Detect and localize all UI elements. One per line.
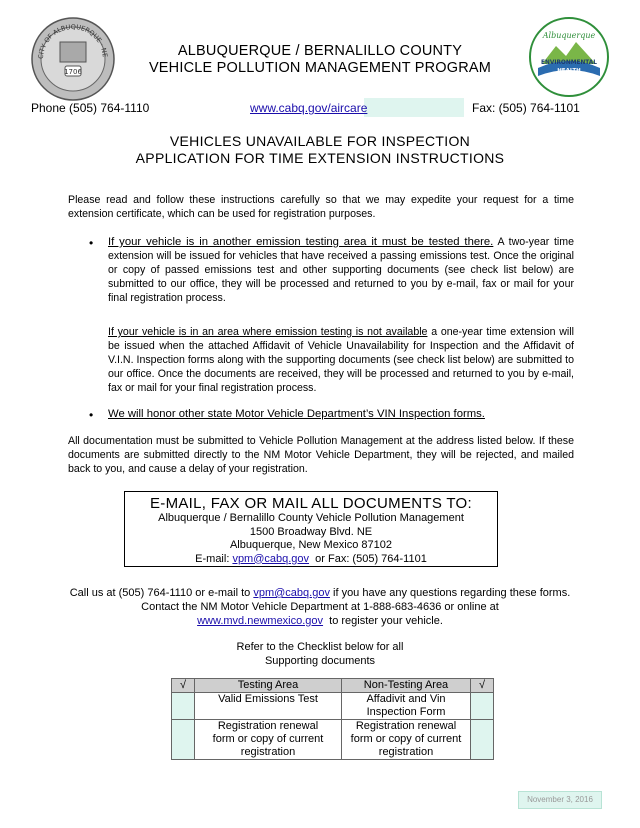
checklist-row [172, 693, 494, 720]
program-header [120, 43, 520, 77]
checklist-intro [170, 640, 470, 668]
checklist-header-row [172, 679, 494, 693]
call-pre: Call us at (505) 764-1110 or e-mail to [69, 587, 254, 599]
checklist-cell: Valid Emissions Test [195, 693, 342, 720]
title-line1: VEHICLES UNAVAILABLE FOR INSPECTION [169, 133, 471, 149]
header-line1: ALBUQUERQUE / BERNALILLO COUNTY [177, 43, 463, 59]
bullet-testing-area [108, 235, 574, 305]
checklist-row [172, 720, 494, 760]
box-email-link[interactable]: vpm@cabq.gov [232, 552, 310, 565]
aircare-link[interactable]: www.cabq.gov/aircare [250, 101, 368, 115]
bullet-dot: • [89, 236, 94, 250]
checkbox-cell[interactable] [172, 693, 195, 720]
phone-number: Phone (505) 764-1110 [31, 101, 150, 115]
refer-line2: Supporting documents [264, 655, 376, 667]
documentation-paragraph: All documentation must be submitted to Vehicle Pollution Management at the address listed below. If these documents are submitted directly to the NM Motor Vehicle Department, they will be rejected, and mailed back to you, and cause a delay of your registration. [68, 435, 574, 475]
questions-block [40, 586, 600, 628]
box-city: Albuquerque, New Mexico 87102 [229, 539, 393, 551]
col-non-testing-area: Non-Testing Area [342, 679, 471, 693]
title-line2: APPLICATION FOR TIME EXTENSION INSTRUCTIONS [135, 150, 505, 166]
checkbox-cell[interactable] [471, 720, 494, 760]
mvd-contact-line: Contact the NM Motor Vehicle Department at 1-888-683-4636 or online at [141, 601, 499, 613]
non-testing-body: a one-year time extension will be issued when the attached Affidavit of Vehicle Unavailability for Inspection and the Affidavit of V.I.N. Inspection forms along with the supporting documents (see check list below) are submitted to our office. Once the documents are received, they will be processed and returned to you by e-mail, fax or mail for your final registration process. [108, 326, 574, 394]
bullet-testing-body: A two-year time extension will be issued for vehicles that have received a passing emissions test. Once the original or copy of passed emissions test and other supporting documents (see check list below) are submitted to our office, they will be processed and returned to you by e-mail, fax or mail for your final registration process. [108, 236, 574, 304]
seal-year: 1706 [64, 68, 82, 76]
box-fax: or Fax: (505) 764-1101 [309, 552, 427, 565]
checklist-cell: Affadivit and Vin Inspection Form [342, 693, 471, 720]
call-email-link[interactable]: vpm@cabq.gov [253, 587, 330, 599]
bullet-dot: • [89, 408, 94, 422]
checklist-cell: Registration renewal form or copy of current registration [342, 720, 471, 760]
checklist-cell: Registration renewal form or copy of current registration [195, 720, 342, 760]
box-contact-line [125, 553, 497, 567]
url-highlight [364, 98, 464, 117]
header-line2: VEHICLE POLLUTION MANAGEMENT PROGRAM [148, 60, 492, 76]
mvd-link-post: to register your vehicle. [323, 615, 443, 627]
box-heading: E-MAIL, FAX OR MAIL ALL DOCUMENTS TO: [149, 495, 472, 512]
refer-line1: Refer to the Checklist below for all [236, 641, 404, 653]
checkbox-cell[interactable] [471, 693, 494, 720]
mailing-address-box [124, 491, 498, 567]
fax-number: Fax: (505) 764-1101 [472, 101, 580, 115]
checkbox-cell[interactable] [172, 720, 195, 760]
box-street: 1500 Broadway Blvd. NE [249, 525, 373, 538]
intro-paragraph: Please read and follow these instructions carefully so that we may expedite your request for a time extension certificate, which can be used for registration purposes. [68, 194, 574, 220]
logo-line1: ENVIRONMENTAL [541, 60, 597, 66]
tick-header-left: √ [172, 679, 195, 693]
non-testing-heading: If your vehicle is in an area where emission testing is not available [108, 326, 428, 338]
logo-city-word: Albuquerque [542, 31, 596, 40]
bullet-testing-heading: If your vehicle is in another emission testing area it must be tested there. [108, 236, 494, 248]
col-testing-area: Testing Area [195, 679, 342, 693]
seal-text: CITY OF ALBUQUERQUE · NE [36, 22, 109, 60]
paragraph-non-testing-area [108, 325, 574, 395]
vin-forms-text: We will honor other state Motor Vehicle Department’s VIN Inspection forms. [108, 408, 485, 420]
tick-header-right: √ [471, 679, 494, 693]
environmental-health-logo [528, 16, 610, 98]
box-org: Albuquerque / Bernalillo County Vehicle Pollution Management [158, 512, 464, 524]
call-line [40, 586, 600, 600]
logo-line2: HEALTH [557, 68, 581, 74]
logo-line3: DEPARTMENT [548, 76, 590, 82]
box-email-label: E-mail: [195, 552, 233, 565]
mvd-link-line [40, 614, 600, 628]
mvd-link[interactable]: www.mvd.newmexico.gov [197, 615, 324, 627]
footer-date: November 3, 2016 [518, 791, 602, 809]
bullet-vin-forms [108, 408, 485, 420]
page-title [60, 133, 580, 167]
city-seal-logo [30, 16, 116, 102]
call-post: if you have any questions regarding these forms. [329, 587, 571, 599]
checklist-table [171, 678, 494, 760]
